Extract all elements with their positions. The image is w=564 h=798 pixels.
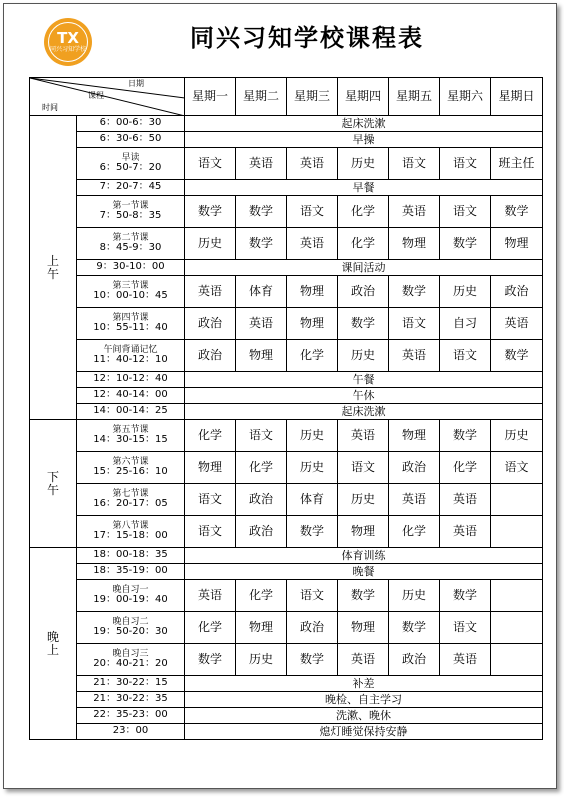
time-value: 12：40-14：00 [93,389,168,401]
subject-cell: 化学 [185,612,236,644]
subject-cell: 英语 [389,340,440,372]
schedule-row [30,644,543,676]
time-value: 16：20-17：05 [93,497,168,509]
corner-time-label: 时间 [42,103,58,112]
activity-cell: 起床洗漱 [185,404,543,420]
subject-cell: 物理 [338,516,389,548]
subject-cell: 政治 [338,276,389,308]
time-value: 21：30-22：35 [93,693,168,705]
time-cell [77,612,185,644]
time-cell [77,260,185,276]
schedule-row [30,484,543,516]
subject-cell: 化学 [338,228,389,260]
subject-cell: 数学 [236,196,287,228]
subject-cell: 体育 [287,484,338,516]
day-header-5: 星期五 [389,78,440,116]
subject-cell: 历史 [389,580,440,612]
subject-cell: 物理 [389,420,440,452]
day-header-4: 星期四 [338,78,389,116]
subject-cell: 化学 [338,196,389,228]
subject-cell: 英语 [440,516,491,548]
subject-cell: 历史 [287,452,338,484]
subject-cell: 政治 [185,340,236,372]
subject-cell [491,580,543,612]
time-value: 17：15-18：00 [93,529,168,541]
time-cell [77,372,185,388]
schedule-row [30,340,543,372]
subject-cell: 历史 [287,420,338,452]
subject-cell: 英语 [287,148,338,180]
time-value: 20：40-21：20 [93,657,168,669]
activity-cell: 早操 [185,132,543,148]
session-label: 第二节课 [112,232,149,243]
subject-cell: 语文 [491,452,543,484]
time-cell [77,420,185,452]
activity-cell: 洗漱、晚休 [185,708,543,724]
session-label: 第三节课 [112,280,149,291]
time-value: 21：30-22：15 [93,677,168,689]
time-value: 19：50-20：30 [93,625,168,637]
session-label: 晚自习三 [112,648,149,659]
time-value: 14：00-14：25 [93,405,168,417]
day-header-2: 星期二 [236,78,287,116]
schedule-row [30,548,543,564]
schedule-row [30,708,543,724]
schedule-row [30,612,543,644]
corner-date-label: 日期 [128,79,144,88]
day-header-1: 星期一 [185,78,236,116]
activity-cell: 体育训练 [185,548,543,564]
subject-cell: 数学 [440,228,491,260]
schedule-row [30,148,543,180]
subject-cell: 政治 [491,276,543,308]
schedule-row [30,516,543,548]
subject-cell: 政治 [236,484,287,516]
subject-cell: 语文 [389,148,440,180]
time-cell [77,116,185,132]
subject-cell: 语文 [236,420,287,452]
activity-cell: 课间活动 [185,260,543,276]
subject-cell: 数学 [287,516,338,548]
time-cell [77,564,185,580]
period-afternoon: 下午 [30,420,77,548]
subject-cell: 政治 [287,612,338,644]
subject-cell: 班主任 [491,148,543,180]
subject-cell: 数学 [338,580,389,612]
time-value: 23：00 [112,725,149,737]
time-value: 18：00-18：35 [93,549,168,561]
time-cell [77,692,185,708]
subject-cell: 英语 [338,420,389,452]
time-cell [77,308,185,340]
time-value: 12：10-12：40 [93,373,168,385]
session-label: 第八节课 [112,520,149,531]
subject-cell: 数学 [389,612,440,644]
activity-cell: 晚餐 [185,564,543,580]
time-value: 14：30-15：15 [93,433,168,445]
subject-cell: 英语 [236,148,287,180]
subject-cell: 历史 [491,420,543,452]
subject-cell: 语文 [389,308,440,340]
time-cell [77,228,185,260]
session-label: 第六节课 [112,456,149,467]
logo-mark: TX [57,28,79,47]
subject-cell: 英语 [440,484,491,516]
activity-cell: 熄灯睡觉保持安静 [185,724,543,740]
schedule-row [30,180,543,196]
subject-cell: 数学 [440,580,491,612]
subject-cell: 历史 [338,484,389,516]
session-label: 第四节课 [112,312,149,323]
subject-cell: 政治 [389,452,440,484]
subject-cell: 语文 [440,340,491,372]
header-row [30,78,543,116]
subject-cell: 物理 [185,452,236,484]
session-label: 午间背诵记忆 [103,344,158,355]
activity-cell: 补差 [185,676,543,692]
time-cell [77,644,185,676]
subject-cell: 英语 [440,644,491,676]
session-label: 晚自习一 [112,584,149,595]
time-cell [77,708,185,724]
time-value: 19：00-19：40 [93,593,168,605]
time-cell [77,388,185,404]
session-label: 第五节课 [112,424,149,435]
subject-cell: 数学 [491,196,543,228]
activity-cell: 午休 [185,388,543,404]
subject-cell: 自习 [440,308,491,340]
schedule-table [29,77,543,740]
day-header-6: 星期六 [440,78,491,116]
schedule-row [30,724,543,740]
subject-cell: 语文 [185,484,236,516]
time-cell [77,132,185,148]
page-title: 同兴习知学校课程表 [190,24,424,52]
day-header-3: 星期三 [287,78,338,116]
subject-cell: 化学 [185,420,236,452]
subject-cell: 数学 [287,644,338,676]
time-cell [77,676,185,692]
time-value: 6：00-6：30 [99,117,162,129]
subject-cell: 英语 [236,308,287,340]
schedule-row [30,580,543,612]
subject-cell: 语文 [185,148,236,180]
time-cell [77,180,185,196]
time-value: 18：35-19：00 [93,565,168,577]
subject-cell: 化学 [236,452,287,484]
corner-cell [30,78,185,116]
subject-cell: 物理 [287,308,338,340]
schedule-row [30,420,543,452]
subject-cell: 数学 [491,340,543,372]
subject-cell: 英语 [389,196,440,228]
period-morning: 上午 [30,116,77,420]
subject-cell: 英语 [185,276,236,308]
subject-cell: 化学 [236,580,287,612]
subject-cell [491,516,543,548]
subject-cell: 历史 [236,644,287,676]
activity-cell: 晚检、自主学习 [185,692,543,708]
time-cell [77,724,185,740]
day-header-7: 星期日 [491,78,543,116]
schedule-row [30,116,543,132]
subject-cell: 物理 [491,228,543,260]
subject-cell: 英语 [389,484,440,516]
schedule-row [30,452,543,484]
schedule-row [30,564,543,580]
activity-cell: 早餐 [185,180,543,196]
subject-cell: 语文 [287,580,338,612]
subject-cell: 化学 [440,452,491,484]
subject-cell: 物理 [389,228,440,260]
activity-cell: 午餐 [185,372,543,388]
schedule-row [30,692,543,708]
schedule-row [30,388,543,404]
subject-cell [491,612,543,644]
subject-cell: 英语 [338,644,389,676]
time-cell [77,484,185,516]
logo-text: 同兴习知学校 [49,45,86,53]
subject-cell: 物理 [287,276,338,308]
schedule-row [30,372,543,388]
time-value: 7：50-8：35 [99,209,162,221]
time-cell [77,196,185,228]
subject-cell: 政治 [236,516,287,548]
schedule-row [30,132,543,148]
subject-cell: 数学 [185,196,236,228]
activity-cell: 起床洗漱 [185,116,543,132]
schedule-row [30,308,543,340]
subject-cell: 历史 [440,276,491,308]
time-value: 10：00-10：45 [93,289,168,301]
subject-cell: 历史 [338,148,389,180]
time-value: 9：30-10：00 [96,261,165,273]
subject-cell: 历史 [185,228,236,260]
subject-cell: 数学 [185,644,236,676]
time-cell [77,148,185,180]
subject-cell [491,644,543,676]
subject-cell: 物理 [338,612,389,644]
subject-cell: 物理 [236,340,287,372]
subject-cell: 语文 [440,148,491,180]
session-label: 晚自习二 [112,616,149,627]
session-label: 第七节课 [112,488,149,499]
schedule-row [30,404,543,420]
time-cell [77,404,185,420]
subject-cell: 语文 [440,612,491,644]
time-value: 10：55-11：40 [93,321,168,333]
subject-cell: 语文 [338,452,389,484]
subject-cell: 数学 [389,276,440,308]
subject-cell: 语文 [287,196,338,228]
time-value: 15：25-16：10 [93,465,168,477]
subject-cell [491,484,543,516]
subject-cell: 英语 [185,580,236,612]
time-value: 8：45-9：30 [99,241,162,253]
time-value: 6：50-7：20 [99,161,162,173]
schedule-row [30,228,543,260]
subject-cell: 政治 [185,308,236,340]
schedule-row [30,260,543,276]
time-cell [77,276,185,308]
time-value: 7：20-7：45 [99,181,162,193]
corner-course-label: 课程 [88,91,104,100]
time-cell [77,580,185,612]
schedule-row [30,276,543,308]
subject-cell: 语文 [440,196,491,228]
subject-cell: 数学 [338,308,389,340]
period-evening: 晚上 [30,548,77,740]
subject-cell: 化学 [389,516,440,548]
time-cell [77,340,185,372]
time-cell [77,452,185,484]
time-cell [77,516,185,548]
subject-cell: 英语 [287,228,338,260]
session-label: 早读 [121,152,140,163]
subject-cell: 政治 [389,644,440,676]
subject-cell: 历史 [338,340,389,372]
subject-cell: 数学 [236,228,287,260]
time-value: 11：40-12：10 [93,353,168,365]
subject-cell: 语文 [185,516,236,548]
subject-cell: 体育 [236,276,287,308]
subject-cell: 化学 [287,340,338,372]
subject-cell: 英语 [491,308,543,340]
subject-cell: 数学 [440,420,491,452]
time-value: 6：30-6：50 [99,133,162,145]
schedule-row [30,676,543,692]
schedule-row [30,196,543,228]
subject-cell: 物理 [236,612,287,644]
page-frame [3,3,557,789]
time-cell [77,548,185,564]
session-label: 第一节课 [112,200,149,211]
time-value: 22：35-23：00 [93,709,168,721]
